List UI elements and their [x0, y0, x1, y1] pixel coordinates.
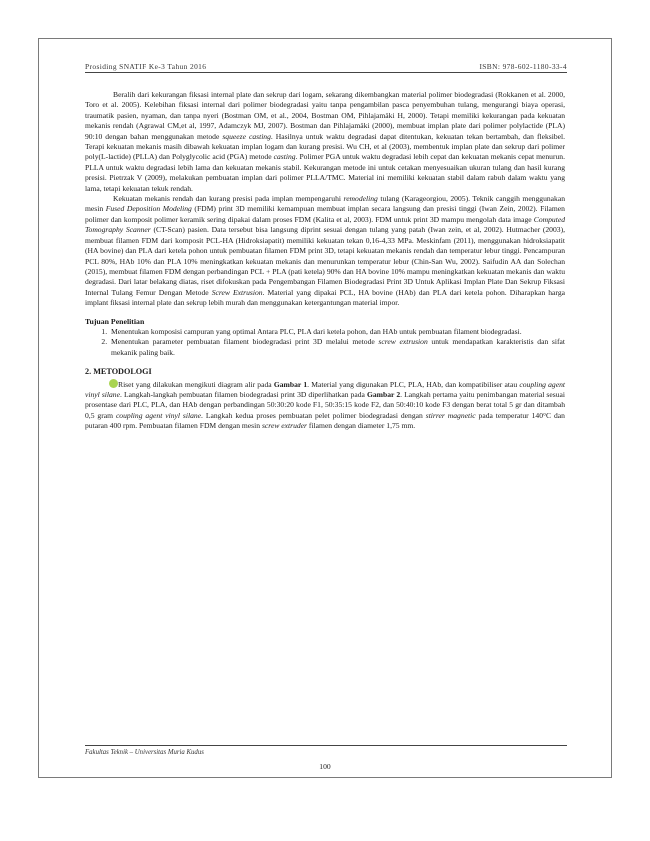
- tujuan-item-2: 2. Menentukan parameter pembuatan filament biodegradasi print 3D melalui metode screw extrusion untuk mendapatkan karakteristis dan sifat mekanik paling baik.: [109, 337, 565, 358]
- tujuan-heading: Tujuan Penelitian: [85, 316, 145, 326]
- header-rule: [85, 72, 567, 73]
- intro-paragraph-1: Beralih dari kekurangan fiksasi internal plate dan sekrup dari logam, sekarang dikembangkan material polimer biodegradasi (Rokkanen et al. 2000, Toro et al. 2005). Kelebihan fiksasi internal dari polimer biodegradasi yaitu tanpa pengambilan pasca penyembuhan tulang, mengurangi biaya operasi, traumatik pasien, nyaman, dan tanpa nyeri (Bostman OM, et al., 2004, Bostman OM, Pihlajamäki H, 2000). Tetapi memiliki kekurangan pada kekuatan mekanis rendah (Agrawal CM,et al, 1997, Adamczyk MJ, 2007). Bostman dan Pihlajamäki (2000), membuat implan plate dari polimer polylactide (PLA) 90:10 dengan bahan menggunakan metode squeeze casting. Hasilnya untuk waktu degradasi dapat ditentukan, kekuatan tekan bertambah, dan fleksibel. Terapi kekuatan mekanis masih dibawah kekuatan implan logam dan kurang presisi. Wu CH, et al (2003), membentuk implan plate dan sekrup dari polimer poly(L-lactide) (PLLA) dan Polyglycolic acid (PGA) metode casting. Polimer PGA untuk waktu degradasi lebih cepat dan kekuatan mekanis cepat menurun. PLLA untuk waktu degradasi lebih lama dan kekuatan mekanis stabil. Kekurangan metode ini untuk cetakan menyesuaikan ukuran tulang dan hasil kurang presisi. Pietrzak V (2009), melakukan pembuatan implan dari polimer PLLA/TMC. Material ini memiliki kekuatan stabil dalam rabuh dalam waktu yang lama, tetapi kekuatan tekuk rendah.: [85, 90, 566, 193]
- metodologi-heading: 2. METODOLOGI: [85, 367, 152, 377]
- footer-faculty: Fakultas Teknik – Universitas Muria Kudus: [85, 749, 204, 756]
- tujuan-list: [85, 327, 565, 358]
- metodologi-paragraph: Riset yang dilakukan mengikuti diagram alir pada Gambar 1. Material yang digunakan PLC, PLA, HAb, dan kompatibiliser atau coupling agent vinyl silane. Langkah-langkah pembuatan filamen biodegradasi print 3D diperlihatkan pada Gambar 2. Langkah pertama yaitu penimbangan material sesuai prosentase dari PLC, PLA, dan HAb dengan perbandingan 50:30:20 kode F1, 50:35:15 kode F2, dan 50:40:10 kode F3 dengan berat total 5 gr dan ditambah 0,5 gram coupling agent vinyl silane. Langkah kedua proses pembuatan pelet polimer biodegradasi dengan stirrer magnetic pada temperatur 140°C dan putaran 400 rpm. Pembuatan filamen FDM dengan mesin screw extruder filamen dengan diameter 1,75 mm.: [85, 379, 566, 431]
- document-body: [85, 90, 565, 432]
- page-number: 100: [319, 762, 331, 771]
- running-header: [85, 62, 567, 71]
- highlight-marker-icon: [109, 379, 118, 388]
- intro-paragraph-2: Kekuatan mekanis rendah dan kurang presisi pada implan mempengaruhi remodeling tulang (Karageorgiou, 2005). Teknik canggih menggunakan mesin Fused Deposition Modeling (FDM) print 3D memiliki kemampuan membuat implan secara langsung dan presisi tinggi (Iwan Zein, 2002). Filamen polimer dan komposit polimer keramik sering dipakai dalam proses FDM (Kalita et al, 2003). FDM untuk print 3D mampu mengolah data image Computed Tomography Scanner (CT-Scan) pasien. Data tersebut bisa langsung diprint sesuai dengan tulang yang patah (Iwan zein, et al, 2002). Hutmacher (2003), membuat filamen FDM dari komposit PCL-HA (Hidroksiapatit) memiliki kekuatan tekan 0,16-4,33 MPa. Meskinfam (2011), menggunakan hidroksiapatit (HA bovine) dan PLA dari ketela pohon untuk pembuatan filamen FDM print 3D, tetapi kekuatan mekanis rendah dan temperatur lebur tinggi. Pencampuran PCL 80%, HAb 10% dan PLA 10% meningkatkan kekuatan mekanis dan menurunkan temperatur lebur (Chin-San Wu, 2002). Saifudin AA dan Solechan (2015), membuat filamen FDM dengan perbandingan PCL + PLA (pati ketela) 90% dan HA bovine 10% mampu meningkatkan kekuatan mekanis dan waktu degradasi. Dari latar belakang diatas, riset difokuskan pada Pengembangan Filamen Biodegradasi Print 3D Untuk Aplikasi Implan Plate Dan Sekrup Fiksasi Internal Tulang Femur Dengan Metode Screw Extrusion. Material yang dipakai PCL, HA bovine (HAb) dan PLA dari ketela pohon. Diharapkan harga implant fiksasi internal plate dan sekrup lebih murah dan menggunakan ketergantungan material impor.: [85, 194, 566, 308]
- header-proceedings-title: Prosiding SNATIF Ke-3 Tahun 2016: [85, 62, 207, 71]
- header-isbn: ISBN: 978-602-1180-33-4: [479, 62, 567, 71]
- tujuan-item-1: 1. Menentukan komposisi campuran yang optimal Antara PLC, PLA dari ketela pohon, dan HAb untuk pembuatan filament biodegradasi.: [109, 327, 565, 337]
- footer-rule: [85, 745, 567, 746]
